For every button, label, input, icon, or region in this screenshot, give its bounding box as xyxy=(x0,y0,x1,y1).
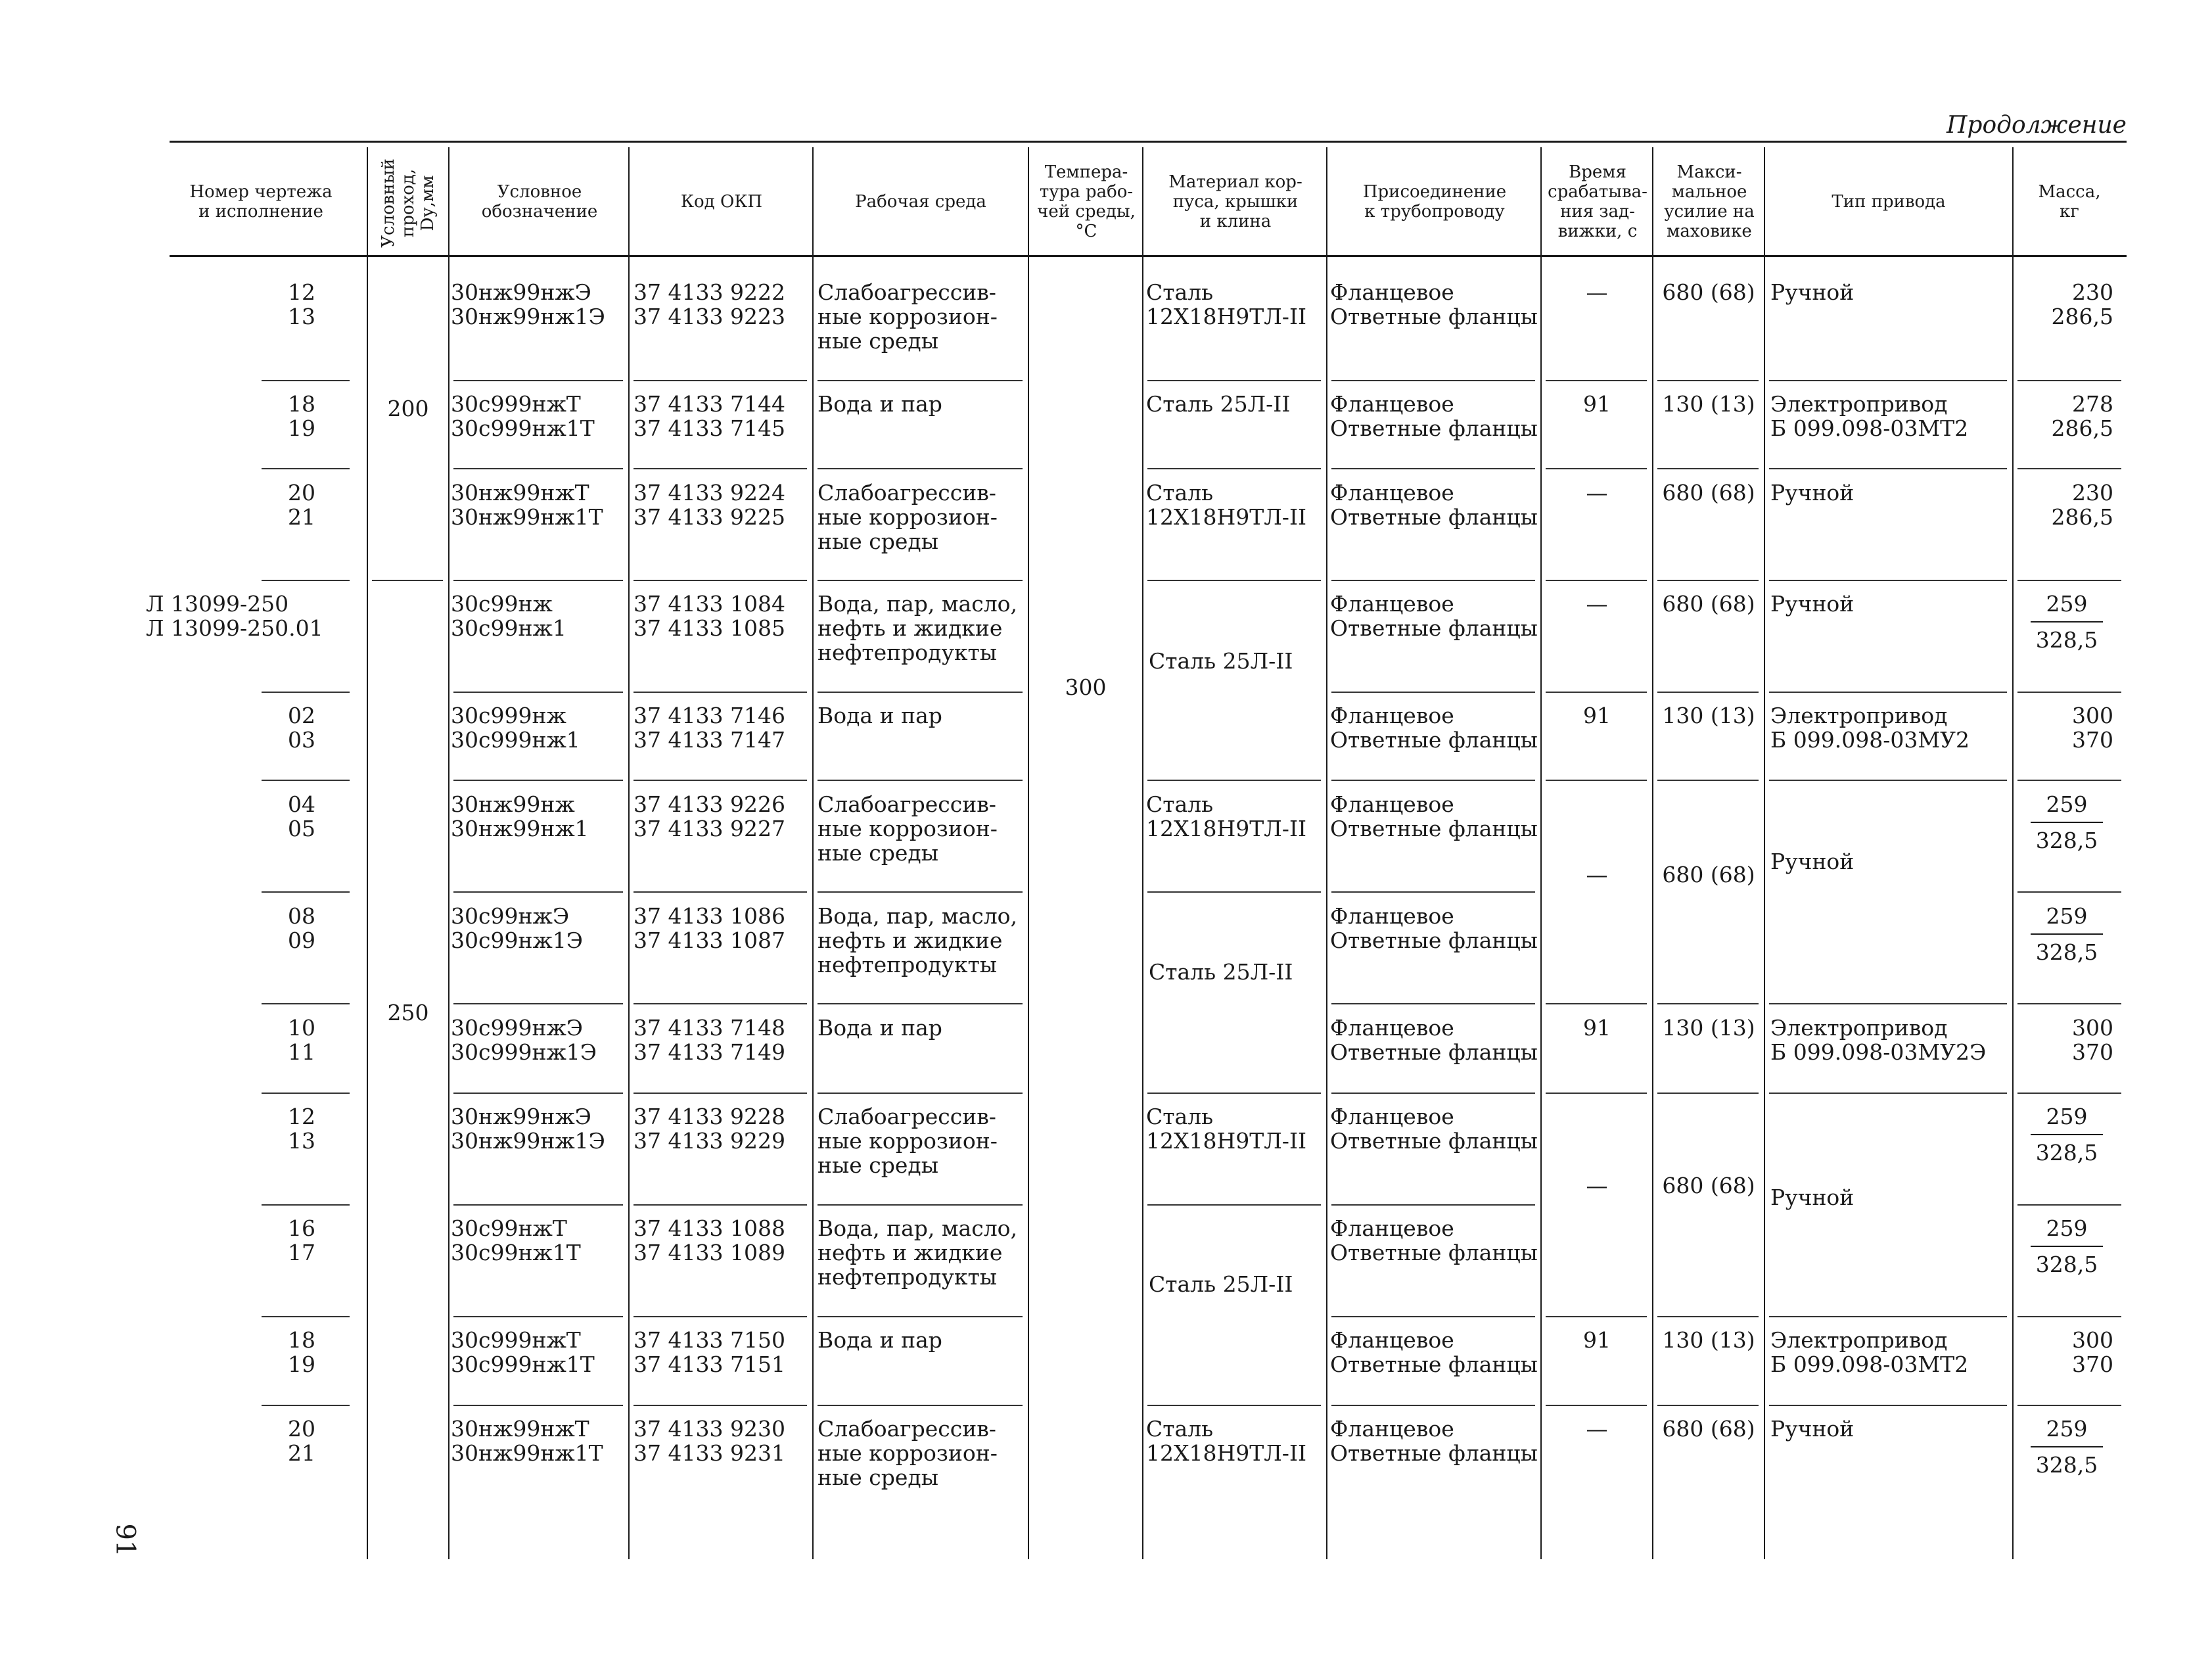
actuation-time: — xyxy=(1586,1173,1608,1198)
nominal-diameter-250: 250 xyxy=(387,1000,429,1025)
actuation-time: — xyxy=(1586,1416,1608,1442)
pipe-connection: Фланцевое Ответные фланцы xyxy=(1330,279,1538,329)
designation: 30с999нжТ 30с999нж1Т xyxy=(451,391,595,441)
drive-type: Ручной xyxy=(1770,1185,1855,1210)
header-nominal-diameter: Условный проход, Dу,мм xyxy=(379,158,438,248)
header-mass: Масса, кг xyxy=(2038,182,2101,222)
max-force: 680 (68) xyxy=(1662,279,1755,305)
row-separator xyxy=(453,380,623,381)
row-separator xyxy=(2017,580,2121,581)
mass-denominator: 328,5 xyxy=(2035,939,2098,965)
row-separator xyxy=(818,580,1023,581)
max-force: 680 (68) xyxy=(1662,862,1755,887)
mass-denominator: 328,5 xyxy=(2035,1140,2098,1165)
mass-numerator: 259 xyxy=(2031,1104,2103,1135)
row-separator xyxy=(1331,468,1535,469)
row-separator xyxy=(2017,468,2121,469)
row-separator xyxy=(1331,891,1535,893)
row-separator xyxy=(1769,1093,2007,1094)
row-separator xyxy=(634,1003,807,1004)
okp-code: 37 4133 1086 37 4133 1087 xyxy=(634,903,785,953)
working-medium: Слабоагрессив- ные коррозион- ные среды xyxy=(818,279,998,354)
pipe-connection: Фланцевое Ответные фланцы xyxy=(1330,1327,1538,1377)
row-separator xyxy=(634,692,807,693)
row-separator xyxy=(262,891,350,893)
working-medium: Вода, пар, масло, нефть и жидкие нефтепродукты xyxy=(818,1215,1018,1290)
body-material: Сталь 25Л-II xyxy=(1149,1271,1293,1297)
header-temperature: Темпера- тура рабо- чей среды, °C xyxy=(1037,162,1136,241)
column-divider xyxy=(1028,147,1029,1559)
row-separator xyxy=(2017,692,2121,693)
okp-code: 37 4133 9222 37 4133 9223 xyxy=(634,279,785,329)
column-divider xyxy=(1142,147,1143,1559)
okp-code: 37 4133 7144 37 4133 7145 xyxy=(634,391,785,441)
row-separator xyxy=(1546,1003,1647,1004)
drawing-number: 18 19 xyxy=(288,1327,315,1377)
mass-fraction xyxy=(2031,592,2103,652)
row-separator xyxy=(1546,1405,1647,1406)
row-separator xyxy=(818,1093,1023,1094)
header-drawing-number: Номер чертежа и исполнение xyxy=(189,182,333,222)
actuation-time: 91 xyxy=(1583,1327,1611,1353)
row-separator xyxy=(1546,580,1647,581)
working-medium: Вода, пар, масло, нефть и жидкие нефтепродукты xyxy=(818,903,1018,977)
column-divider xyxy=(628,147,630,1559)
row-separator xyxy=(634,580,807,581)
max-force: 680 (68) xyxy=(1662,480,1755,505)
drawing-number: 12 13 xyxy=(288,279,315,329)
okp-code: 37 4133 7150 37 4133 7151 xyxy=(634,1327,785,1377)
okp-code: 37 4133 9230 37 4133 9231 xyxy=(634,1416,785,1466)
working-medium: Слабоагрессив- ные коррозион- ные среды xyxy=(818,1416,998,1490)
row-separator xyxy=(262,1405,350,1406)
row-separator xyxy=(453,1003,623,1004)
row-separator xyxy=(634,380,807,381)
mass: 300 370 xyxy=(2072,1327,2113,1377)
row-separator xyxy=(2017,1316,2121,1317)
drive-type: Ручной xyxy=(1770,849,1855,874)
row-separator xyxy=(2017,1093,2121,1094)
mass: 300 370 xyxy=(2072,1015,2113,1065)
working-medium: Слабоагрессив- ные коррозион- ные среды xyxy=(818,1104,998,1178)
mass-fraction xyxy=(2031,1104,2103,1165)
row-separator xyxy=(1147,780,1321,781)
row-separator xyxy=(1657,468,1759,469)
actuation-time: 91 xyxy=(1583,391,1611,417)
max-force: 680 (68) xyxy=(1662,1173,1755,1198)
header-drive-type: Тип привода xyxy=(1832,192,1946,212)
designation: 30с999нж 30с999нж1 xyxy=(451,703,580,753)
mass-numerator: 259 xyxy=(2031,904,2103,935)
continuation-label: Продолжение xyxy=(1947,112,2127,139)
designation: 30нж99нжТ 30нж99нж1Т xyxy=(451,1416,603,1466)
row-separator xyxy=(818,692,1023,693)
drive-type: Электропривод Б 099.098-03МУ2 xyxy=(1770,703,1970,753)
actuation-time: — xyxy=(1586,480,1608,505)
header-okp-code: Код ОКП xyxy=(680,192,763,212)
row-separator xyxy=(634,891,807,893)
row-separator xyxy=(1331,1405,1535,1406)
okp-code: 37 4133 1084 37 4133 1085 xyxy=(634,591,785,641)
nominal-diameter-200: 200 xyxy=(387,396,429,421)
max-force: 130 (13) xyxy=(1662,391,1755,417)
row-separator xyxy=(1147,1204,1321,1206)
row-separator xyxy=(1769,468,2007,469)
column-divider xyxy=(812,147,814,1559)
row-separator xyxy=(1546,380,1647,381)
row-separator xyxy=(372,580,443,581)
drawing-number: 18 19 xyxy=(288,391,315,441)
row-separator xyxy=(1331,580,1535,581)
designation: 30с999нжТ 30с999нж1Т xyxy=(451,1327,595,1377)
row-separator xyxy=(2017,891,2121,893)
mass: 230 286,5 xyxy=(2051,279,2113,329)
row-separator xyxy=(1147,380,1321,381)
row-separator xyxy=(1331,780,1535,781)
mass-fraction xyxy=(2031,792,2103,853)
drawing-number: 02 03 xyxy=(288,703,315,753)
row-separator xyxy=(818,891,1023,893)
row-separator xyxy=(1769,692,2007,693)
okp-code: 37 4133 1088 37 4133 1089 xyxy=(634,1215,785,1265)
actuation-time: — xyxy=(1586,279,1608,305)
mass: 278 286,5 xyxy=(2051,391,2113,441)
row-separator xyxy=(1331,1316,1535,1317)
row-separator xyxy=(2017,780,2121,781)
row-separator xyxy=(1546,1093,1647,1094)
row-separator xyxy=(2017,1405,2121,1406)
designation: 30нж99нжТ 30нж99нж1Т xyxy=(451,480,603,530)
row-separator xyxy=(818,1405,1023,1406)
row-separator xyxy=(453,468,623,469)
row-separator xyxy=(262,780,350,781)
mass-fraction xyxy=(2031,1417,2103,1477)
drawing-number: 12 13 xyxy=(288,1104,315,1154)
working-medium: Вода и пар xyxy=(818,1327,942,1353)
pipe-connection: Фланцевое Ответные фланцы xyxy=(1330,1215,1538,1265)
header-working-medium: Рабочая среда xyxy=(855,192,986,212)
body-material: Сталь 12Х18Н9ТЛ-II xyxy=(1146,1416,1307,1466)
mass: 300 370 xyxy=(2072,703,2113,753)
pipe-connection: Фланцевое Ответные фланцы xyxy=(1330,391,1538,441)
row-separator xyxy=(1769,580,2007,581)
okp-code: 37 4133 9228 37 4133 9229 xyxy=(634,1104,785,1154)
drive-type: Ручной xyxy=(1770,480,1855,505)
row-separator xyxy=(818,1316,1023,1317)
header-actuation-time: Время срабатыва- ния зад- вижки, с xyxy=(1548,162,1647,241)
row-separator xyxy=(1147,468,1321,469)
row-separator xyxy=(634,1405,807,1406)
row-separator xyxy=(1331,1003,1535,1004)
row-separator xyxy=(634,1316,807,1317)
body-material: Сталь 12Х18Н9ТЛ-II xyxy=(1146,480,1307,530)
actuation-time: — xyxy=(1586,591,1608,617)
mass-fraction xyxy=(2031,904,2103,964)
body-material: Сталь 25Л-II xyxy=(1149,648,1293,674)
body-material: Сталь 12Х18Н9ТЛ-II xyxy=(1146,791,1307,841)
row-separator xyxy=(1769,1003,2007,1004)
body-material: Сталь 12Х18Н9ТЛ-II xyxy=(1146,279,1307,329)
mass-denominator: 328,5 xyxy=(2035,627,2098,653)
header-connection: Присоединение к трубопроводу xyxy=(1362,182,1507,222)
temperature-300: 300 xyxy=(1065,674,1107,700)
designation: 30с99нжТ 30с99нж1Т xyxy=(451,1215,581,1265)
drawing-number: Л 13099-250 Л 13099-250.01 xyxy=(146,591,323,641)
mass-denominator: 328,5 xyxy=(2035,1452,2098,1478)
working-medium: Слабоагрессив- ные коррозион- ные среды xyxy=(818,480,998,554)
mass-numerator: 259 xyxy=(2031,592,2103,623)
row-separator xyxy=(818,1204,1023,1206)
row-separator xyxy=(262,580,350,581)
mass: 230 286,5 xyxy=(2051,480,2113,530)
max-force: 130 (13) xyxy=(1662,1015,1755,1041)
row-separator xyxy=(634,1093,807,1094)
drive-type: Ручной xyxy=(1770,279,1855,305)
row-separator xyxy=(818,780,1023,781)
row-separator xyxy=(1331,1093,1535,1094)
row-separator xyxy=(1769,1405,2007,1406)
row-separator xyxy=(2017,1003,2121,1004)
row-separator xyxy=(1769,780,2007,781)
max-force: 130 (13) xyxy=(1662,1327,1755,1353)
row-separator xyxy=(1657,1093,1759,1094)
mass-denominator: 328,5 xyxy=(2035,828,2098,853)
table-top-rule xyxy=(170,141,2127,143)
drive-type: Электропривод Б 099.098-03МТ2 xyxy=(1770,1327,1969,1377)
row-separator xyxy=(1546,1316,1647,1317)
row-separator xyxy=(1657,692,1759,693)
row-separator xyxy=(1546,692,1647,693)
row-separator xyxy=(2017,380,2121,381)
column-divider xyxy=(367,147,368,1559)
drawing-number: 20 21 xyxy=(288,480,315,530)
row-separator xyxy=(262,468,350,469)
working-medium: Вода, пар, масло, нефть и жидкие нефтепродукты xyxy=(818,591,1018,665)
row-separator xyxy=(453,1093,623,1094)
designation: 30с99нжЭ 30с99нж1Э xyxy=(451,903,584,953)
mass-denominator: 328,5 xyxy=(2035,1252,2098,1277)
row-separator xyxy=(262,1316,350,1317)
drive-type: Ручной xyxy=(1770,591,1855,617)
drive-type: Электропривод Б 099.098-03МУ2Э xyxy=(1770,1015,1987,1065)
drawing-number: 20 21 xyxy=(288,1416,315,1466)
row-separator xyxy=(1657,380,1759,381)
column-divider xyxy=(448,147,449,1559)
okp-code: 37 4133 7148 37 4133 7149 xyxy=(634,1015,785,1065)
drawing-number: 08 09 xyxy=(288,903,315,953)
working-medium: Слабоагрессив- ные коррозион- ные среды xyxy=(818,791,998,866)
row-separator xyxy=(453,1316,623,1317)
row-separator xyxy=(1769,1316,2007,1317)
pipe-connection: Фланцевое Ответные фланцы xyxy=(1330,903,1538,953)
row-separator xyxy=(1657,1316,1759,1317)
pipe-connection: Фланцевое Ответные фланцы xyxy=(1330,1015,1538,1065)
row-separator xyxy=(634,468,807,469)
body-material: Сталь 25Л-II xyxy=(1146,391,1291,417)
row-separator xyxy=(262,1204,350,1206)
row-separator xyxy=(453,692,623,693)
row-separator xyxy=(1546,780,1647,781)
designation: 30с99нж 30с99нж1 xyxy=(451,591,566,641)
working-medium: Вода и пар xyxy=(818,1015,942,1041)
header-bottom-rule xyxy=(170,255,2127,257)
column-divider xyxy=(1326,147,1327,1559)
designation: 30нж99нжЭ 30нж99нж1Э xyxy=(451,1104,605,1154)
pipe-connection: Фланцевое Ответные фланцы xyxy=(1330,791,1538,841)
row-separator xyxy=(1147,580,1321,581)
row-separator xyxy=(262,1093,350,1094)
row-separator xyxy=(262,1003,350,1004)
working-medium: Вода и пар xyxy=(818,391,942,417)
pipe-connection: Фланцевое Ответные фланцы xyxy=(1330,703,1538,753)
drawing-number: 04 05 xyxy=(288,791,315,841)
row-separator xyxy=(1769,380,2007,381)
pipe-connection: Фланцевое Ответные фланцы xyxy=(1330,591,1538,641)
row-separator xyxy=(1657,780,1759,781)
row-separator xyxy=(453,891,623,893)
row-separator xyxy=(1546,468,1647,469)
designation: 30с999нжЭ 30с999нж1Э xyxy=(451,1015,597,1065)
mass-numerator: 259 xyxy=(2031,1216,2103,1247)
row-separator xyxy=(1331,1204,1535,1206)
row-separator xyxy=(453,780,623,781)
okp-code: 37 4133 9226 37 4133 9227 xyxy=(634,791,785,841)
actuation-time: 91 xyxy=(1583,703,1611,728)
mass-fraction xyxy=(2031,1216,2103,1277)
max-force: 680 (68) xyxy=(1662,1416,1755,1442)
pipe-connection: Фланцевое Ответные фланцы xyxy=(1330,1104,1538,1154)
page-number: 91 xyxy=(110,1523,141,1557)
mass-numerator: 259 xyxy=(2031,792,2103,823)
row-separator xyxy=(2017,1204,2121,1206)
max-force: 680 (68) xyxy=(1662,591,1755,617)
drawing-number: 10 11 xyxy=(288,1015,315,1065)
okp-code: 37 4133 7146 37 4133 7147 xyxy=(634,703,785,753)
row-separator xyxy=(453,1204,623,1206)
row-separator xyxy=(453,1405,623,1406)
row-separator xyxy=(1147,1093,1321,1094)
designation: 30нж99нжЭ 30нж99нж1Э xyxy=(451,279,605,329)
row-separator xyxy=(818,380,1023,381)
row-separator xyxy=(634,1204,807,1206)
row-separator xyxy=(1331,692,1535,693)
column-divider xyxy=(1652,147,1653,1559)
row-separator xyxy=(262,692,350,693)
drive-type: Электропривод Б 099.098-03МТ2 xyxy=(1770,391,1969,441)
mass-numerator: 259 xyxy=(2031,1417,2103,1447)
column-divider xyxy=(1540,147,1542,1559)
actuation-time: — xyxy=(1586,862,1608,887)
column-divider xyxy=(2012,147,2014,1559)
row-separator xyxy=(634,780,807,781)
working-medium: Вода и пар xyxy=(818,703,942,728)
drawing-number: 16 17 xyxy=(288,1215,315,1265)
header-designation: Условное обозначение xyxy=(481,182,598,222)
row-separator xyxy=(1331,380,1535,381)
row-separator xyxy=(818,468,1023,469)
row-separator xyxy=(453,580,623,581)
pipe-connection: Фланцевое Ответные фланцы xyxy=(1330,480,1538,530)
pipe-connection: Фланцевое Ответные фланцы xyxy=(1330,1416,1538,1466)
drive-type: Ручной xyxy=(1770,1416,1855,1442)
body-material: Сталь 25Л-II xyxy=(1149,959,1293,985)
header-material: Материал кор- пуса, крышки и клина xyxy=(1168,172,1302,231)
row-separator xyxy=(818,1003,1023,1004)
column-divider xyxy=(1764,147,1765,1559)
row-separator xyxy=(1657,1405,1759,1406)
max-force: 130 (13) xyxy=(1662,703,1755,728)
row-separator xyxy=(1657,1003,1759,1004)
body-material: Сталь 12Х18Н9ТЛ-II xyxy=(1146,1104,1307,1154)
row-separator xyxy=(1147,891,1321,893)
row-separator xyxy=(1147,1405,1321,1406)
actuation-time: 91 xyxy=(1583,1015,1611,1041)
header-max-force: Макси- мальное усилие на маховике xyxy=(1664,162,1755,241)
designation: 30нж99нж 30нж99нж1 xyxy=(451,791,589,841)
row-separator xyxy=(262,380,350,381)
row-separator xyxy=(1657,580,1759,581)
okp-code: 37 4133 9224 37 4133 9225 xyxy=(634,480,785,530)
